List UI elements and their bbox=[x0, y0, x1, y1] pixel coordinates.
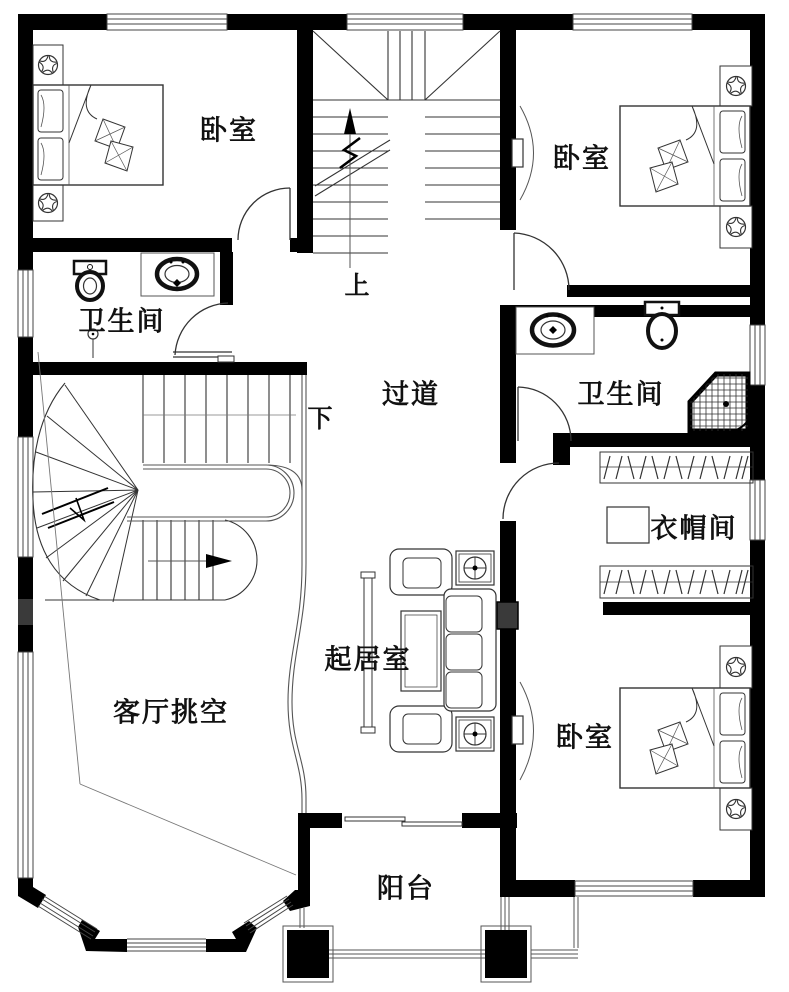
void-diagonal-lines bbox=[38, 352, 296, 875]
stair-label-up: 上 bbox=[344, 272, 370, 300]
bathroom-right-fixtures bbox=[516, 302, 751, 435]
stair-label-down: 下 bbox=[307, 405, 333, 433]
room-label-bathroom-left: 卫生间 bbox=[78, 306, 166, 337]
balcony-sliding-door bbox=[345, 817, 462, 826]
balcony-railing bbox=[300, 897, 578, 958]
room-label-bedroom-top-right: 卧室 bbox=[553, 143, 611, 174]
spiral-stairs bbox=[33, 356, 296, 602]
room-label-cloakroom: 衣帽间 bbox=[650, 513, 738, 544]
bedroom-top-left-furniture bbox=[33, 45, 163, 221]
room-label-living-room-void: 客厅挑空 bbox=[113, 697, 229, 728]
central-stairs bbox=[313, 31, 500, 268]
room-label-balcony: 阳台 bbox=[377, 873, 435, 904]
room-label-sitting-room: 起居室 bbox=[324, 644, 412, 675]
bay-windows bbox=[38, 896, 293, 951]
bedroom-bottom-right-furniture bbox=[512, 646, 752, 830]
bedroom-top-right-furniture bbox=[512, 66, 752, 248]
stair-rail-and-void-boundary bbox=[127, 375, 306, 813]
room-label-bedroom-bottom-right: 卧室 bbox=[556, 722, 614, 753]
room-label-bedroom-top-left: 卧室 bbox=[200, 115, 258, 146]
room-label-bathroom-right: 卫生间 bbox=[577, 379, 665, 410]
room-label-hallway: 过道 bbox=[382, 379, 440, 410]
